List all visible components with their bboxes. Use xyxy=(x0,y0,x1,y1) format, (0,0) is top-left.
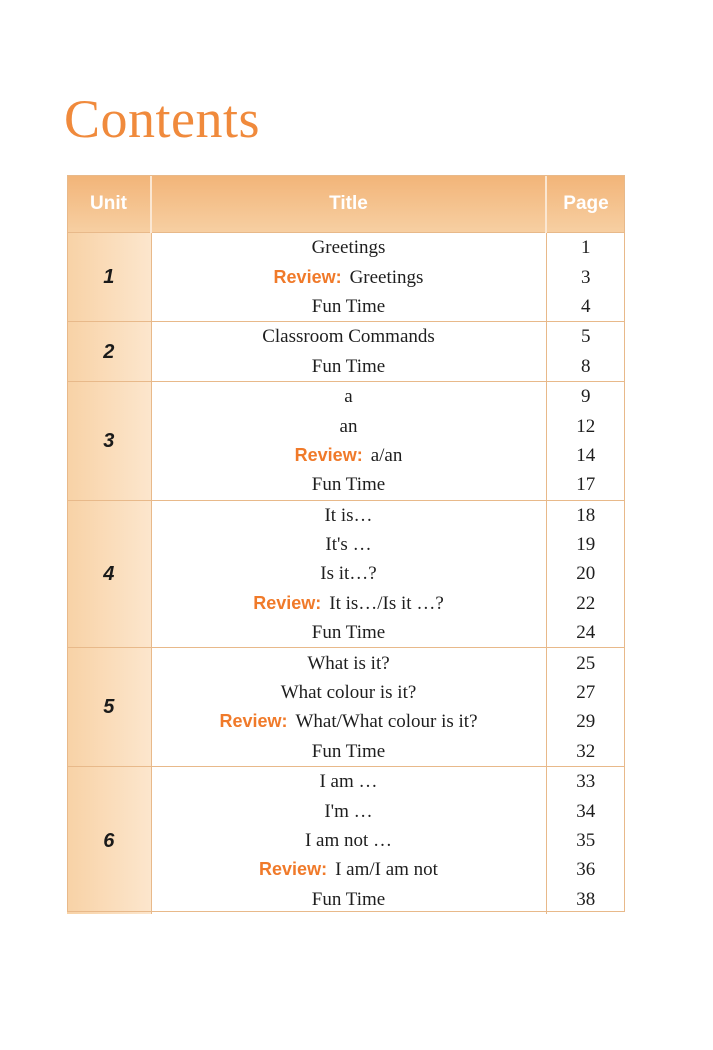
lesson-title: It is…/Is it …? xyxy=(329,592,444,614)
table-row xyxy=(67,737,625,767)
table-row xyxy=(67,648,625,678)
page-number: 17 xyxy=(546,470,625,500)
lesson-title-cell xyxy=(151,737,546,767)
lesson-title-cell xyxy=(151,411,546,440)
lesson-title: I'm … xyxy=(324,800,373,822)
table-row xyxy=(67,559,625,588)
lesson-title: Is it…? xyxy=(320,563,377,585)
table-row xyxy=(67,441,625,470)
unit-number: 3 xyxy=(67,381,151,500)
lesson-title-cell xyxy=(151,262,546,291)
lesson-title: It is… xyxy=(324,504,373,526)
table-row xyxy=(67,796,625,825)
review-label: Review: xyxy=(273,266,342,287)
table-row xyxy=(67,411,625,440)
lesson-title-cell xyxy=(151,559,546,588)
table-row xyxy=(67,855,625,884)
lesson-title: I am … xyxy=(319,771,378,793)
header-title: Title xyxy=(151,175,546,233)
table-row xyxy=(67,707,625,736)
lesson-title: What is it? xyxy=(307,652,390,674)
page-number: 29 xyxy=(546,707,625,736)
page-number: 24 xyxy=(546,618,625,648)
page-number: 8 xyxy=(546,352,625,382)
table-row xyxy=(67,530,625,559)
lesson-title-cell xyxy=(151,381,546,411)
page-number: 5 xyxy=(546,322,625,352)
table-row xyxy=(67,470,625,500)
lesson-title: Greetings xyxy=(349,266,424,288)
lesson-title: It's … xyxy=(325,534,372,556)
page-number: 3 xyxy=(546,262,625,291)
page-number: 33 xyxy=(546,767,625,797)
lesson-title-cell xyxy=(151,352,546,382)
header-unit: Unit xyxy=(67,175,151,233)
review-label: Review: xyxy=(294,444,363,465)
page-number: 34 xyxy=(546,796,625,825)
page-number: 25 xyxy=(546,648,625,678)
lesson-title-cell xyxy=(151,648,546,678)
table-row xyxy=(67,618,625,648)
lesson-title-cell xyxy=(151,885,546,914)
lesson-title: a xyxy=(344,386,353,408)
page-number: 38 xyxy=(546,885,625,914)
page-number: 19 xyxy=(546,530,625,559)
page-number: 36 xyxy=(546,855,625,884)
unit-number: 6 xyxy=(67,767,151,914)
page-number: 32 xyxy=(546,737,625,767)
lesson-title-cell xyxy=(151,826,546,855)
lesson-title: a/an xyxy=(370,444,403,466)
header-page: Page xyxy=(546,175,625,233)
lesson-title-cell xyxy=(151,589,546,618)
table-row xyxy=(67,233,625,263)
lesson-title-cell xyxy=(151,322,546,352)
lesson-title: Fun Time xyxy=(311,355,386,377)
table-row xyxy=(67,381,625,411)
contents-body xyxy=(67,233,625,914)
table-row xyxy=(67,500,625,530)
lesson-title: Fun Time xyxy=(311,474,386,496)
page-number: 4 xyxy=(546,292,625,322)
page-number: 27 xyxy=(546,678,625,707)
table-row xyxy=(67,767,625,797)
table-row xyxy=(67,826,625,855)
unit-number: 4 xyxy=(67,500,151,648)
page-number: 1 xyxy=(546,233,625,263)
page-number: 35 xyxy=(546,826,625,855)
table-row xyxy=(67,322,625,352)
lesson-title-cell xyxy=(151,233,546,263)
review-label: Review: xyxy=(259,859,328,880)
table-row xyxy=(67,352,625,382)
lesson-title: What colour is it? xyxy=(280,682,417,704)
lesson-title-cell xyxy=(151,618,546,648)
lesson-title-cell xyxy=(151,767,546,797)
page-number: 14 xyxy=(546,441,625,470)
page-number: 18 xyxy=(546,500,625,530)
lesson-title-cell xyxy=(151,707,546,736)
unit-number: 1 xyxy=(67,233,151,322)
lesson-title: Fun Time xyxy=(311,295,386,317)
page-number: 12 xyxy=(546,411,625,440)
lesson-title: What/What colour is it? xyxy=(295,711,478,733)
lesson-title: Fun Time xyxy=(311,740,386,762)
table-row xyxy=(67,885,625,914)
lesson-title-cell xyxy=(151,470,546,500)
lesson-title: Classroom Commands xyxy=(262,326,435,348)
page-number: 22 xyxy=(546,589,625,618)
lesson-title-cell xyxy=(151,796,546,825)
lesson-title: an xyxy=(339,415,358,437)
table-row xyxy=(67,262,625,291)
contents-table xyxy=(67,175,625,914)
lesson-title: Fun Time xyxy=(311,622,386,644)
lesson-title-cell xyxy=(151,441,546,470)
lesson-title: I am not … xyxy=(304,830,393,851)
table-header-row xyxy=(67,175,625,233)
table-row xyxy=(67,678,625,707)
table-row xyxy=(67,292,625,322)
lesson-title-cell xyxy=(151,292,546,322)
lesson-title-cell xyxy=(151,500,546,530)
lesson-title: I am/I am not xyxy=(335,859,438,881)
page-number: 20 xyxy=(546,559,625,588)
table-row xyxy=(67,589,625,618)
review-label: Review: xyxy=(253,592,322,613)
lesson-title: Greetings xyxy=(311,237,386,259)
lesson-title-cell xyxy=(151,530,546,559)
review-label: Review: xyxy=(219,711,288,732)
lesson-title: Fun Time xyxy=(311,888,386,910)
page-number: 9 xyxy=(546,381,625,411)
unit-number: 2 xyxy=(67,322,151,382)
lesson-title-cell xyxy=(151,855,546,884)
lesson-title-cell xyxy=(151,678,546,707)
page-title: Contents xyxy=(64,89,261,149)
unit-number: 5 xyxy=(67,648,151,767)
